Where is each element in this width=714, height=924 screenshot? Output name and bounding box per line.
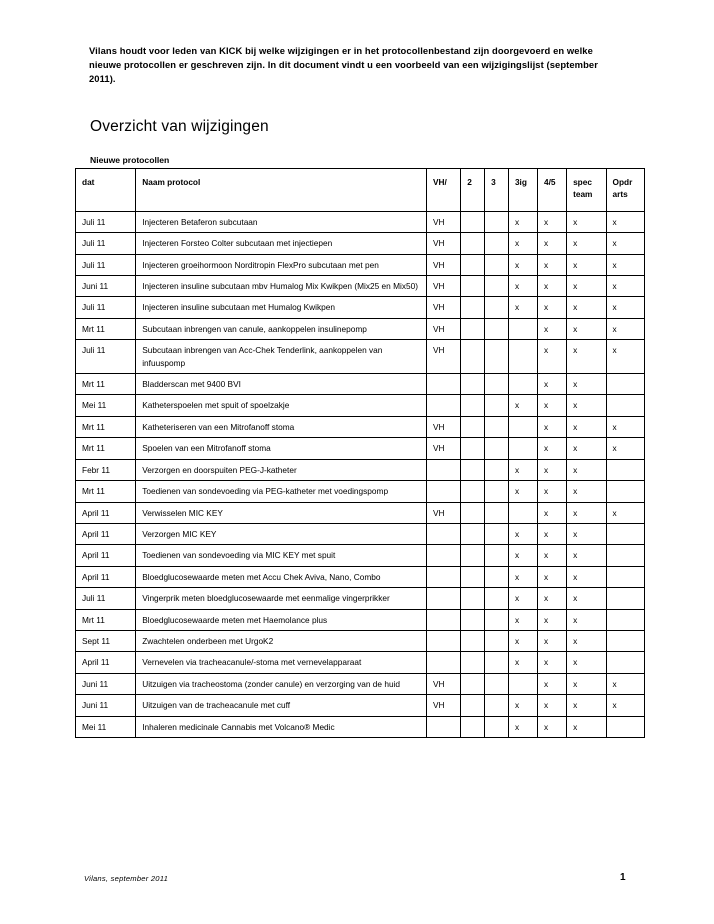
cell-3: [485, 673, 509, 694]
cell-dat: Mrt 11: [76, 318, 136, 339]
cell-naam: Bloedglucosewaarde meten met Haemolance plus: [136, 609, 427, 630]
cell-3ig: [508, 340, 537, 374]
cell-naam: Spoelen van een Mitrofanoff stoma: [136, 438, 427, 459]
cell-vh: VH: [426, 673, 460, 694]
column-header-3: 3: [485, 169, 509, 212]
cell-dat: Juli 11: [76, 297, 136, 318]
cell-naam: Toedienen van sondevoeding via PEG-katheter met voedingspomp: [136, 481, 427, 502]
cell-opdr: [606, 545, 644, 566]
cell-2: [461, 297, 485, 318]
cell-3ig: x: [508, 630, 537, 651]
cell-vh: VH: [426, 276, 460, 297]
cell-3ig: x: [508, 297, 537, 318]
cell-vh: VH: [426, 211, 460, 232]
cell-3ig: x: [508, 588, 537, 609]
table-row: [76, 502, 645, 523]
cell-3: [485, 481, 509, 502]
cell-3ig: x: [508, 652, 537, 673]
table-row: [76, 673, 645, 694]
cell-spec: x: [567, 211, 606, 232]
table-row: [76, 211, 645, 232]
cell-45: x: [538, 416, 567, 437]
cell-3: [485, 566, 509, 587]
cell-2: [461, 211, 485, 232]
cell-3ig: x: [508, 233, 537, 254]
cell-2: [461, 695, 485, 716]
cell-45: x: [538, 395, 567, 416]
table-row: [76, 545, 645, 566]
cell-45: x: [538, 695, 567, 716]
cell-3ig: [508, 673, 537, 694]
cell-vh: [426, 588, 460, 609]
footer-page-number: 1: [620, 872, 626, 883]
cell-spec: x: [567, 340, 606, 374]
cell-naam: Verzorgen MIC KEY: [136, 523, 427, 544]
cell-dat: Juli 11: [76, 211, 136, 232]
cell-3: [485, 416, 509, 437]
cell-dat: Juli 11: [76, 340, 136, 374]
cell-3ig: [508, 438, 537, 459]
cell-dat: Mrt 11: [76, 438, 136, 459]
cell-spec: x: [567, 652, 606, 673]
cell-3: [485, 395, 509, 416]
cell-3ig: x: [508, 276, 537, 297]
cell-3: [485, 374, 509, 395]
cell-naam: Vernevelen via tracheacanule/-stoma met vernevelapparaat: [136, 652, 427, 673]
cell-dat: Sept 11: [76, 630, 136, 651]
table-row: [76, 459, 645, 480]
cell-2: [461, 459, 485, 480]
cell-naam: Zwachtelen onderbeen met UrgoK2: [136, 630, 427, 651]
cell-45: x: [538, 652, 567, 673]
cell-45: x: [538, 459, 567, 480]
cell-spec: x: [567, 523, 606, 544]
footer-source: Vilans, september 2011: [84, 874, 169, 883]
cell-2: [461, 340, 485, 374]
cell-3: [485, 340, 509, 374]
cell-naam: Subcutaan inbrengen van canule, aankoppelen insulinepomp: [136, 318, 427, 339]
cell-dat: Juni 11: [76, 673, 136, 694]
cell-spec: x: [567, 673, 606, 694]
cell-opdr: x: [606, 211, 644, 232]
cell-2: [461, 673, 485, 694]
cell-dat: Juli 11: [76, 254, 136, 275]
table-row: [76, 374, 645, 395]
table-row: [76, 652, 645, 673]
cell-spec: x: [567, 276, 606, 297]
cell-2: [461, 416, 485, 437]
cell-3ig: x: [508, 211, 537, 232]
cell-opdr: [606, 459, 644, 480]
column-header-naam-protocol: Naam protocol: [136, 169, 427, 212]
table-row: [76, 566, 645, 587]
cell-2: [461, 233, 485, 254]
cell-spec: x: [567, 630, 606, 651]
cell-dat: April 11: [76, 566, 136, 587]
cell-3: [485, 716, 509, 737]
cell-spec: x: [567, 588, 606, 609]
table-row: [76, 609, 645, 630]
cell-3: [485, 211, 509, 232]
column-header-opdr-arts: Opdr arts: [606, 169, 644, 212]
cell-naam: Verzorgen en doorspuiten PEG-J-katheter: [136, 459, 427, 480]
cell-45: x: [538, 716, 567, 737]
cell-spec: x: [567, 416, 606, 437]
cell-3ig: [508, 318, 537, 339]
cell-45: x: [538, 523, 567, 544]
table-row: [76, 276, 645, 297]
protocols-table-body: [76, 211, 645, 737]
cell-3: [485, 459, 509, 480]
cell-spec: x: [567, 609, 606, 630]
cell-2: [461, 523, 485, 544]
cell-opdr: [606, 609, 644, 630]
cell-45: x: [538, 211, 567, 232]
cell-vh: [426, 481, 460, 502]
cell-spec: x: [567, 459, 606, 480]
table-row: [76, 233, 645, 254]
cell-3ig: x: [508, 545, 537, 566]
table-row: [76, 297, 645, 318]
cell-dat: Mrt 11: [76, 609, 136, 630]
cell-dat: Juni 11: [76, 276, 136, 297]
page-title: Overzicht van wijzigingen: [90, 118, 269, 135]
cell-opdr: x: [606, 318, 644, 339]
cell-spec: x: [567, 438, 606, 459]
cell-2: [461, 254, 485, 275]
cell-45: x: [538, 254, 567, 275]
cell-dat: Mrt 11: [76, 416, 136, 437]
table-row: [76, 395, 645, 416]
cell-3ig: x: [508, 716, 537, 737]
cell-45: x: [538, 374, 567, 395]
cell-vh: VH: [426, 438, 460, 459]
cell-2: [461, 395, 485, 416]
cell-3: [485, 318, 509, 339]
cell-dat: Juni 11: [76, 695, 136, 716]
table-row: [76, 340, 645, 374]
cell-vh: VH: [426, 233, 460, 254]
intro-paragraph: Vilans houdt voor leden van KICK bij welke wijzigingen er in het protocollenbestand zijn doorgevoerd en welke nieuwe protocollen er geschreven zijn. In dit document vindt u een voorbeeld van een wijzigingslijst (september 2011).: [89, 45, 598, 85]
cell-dat: April 11: [76, 545, 136, 566]
protocols-table: [75, 168, 645, 738]
cell-45: x: [538, 276, 567, 297]
cell-45: x: [538, 545, 567, 566]
table-header-row: [76, 169, 645, 212]
cell-spec: x: [567, 566, 606, 587]
table-row: [76, 523, 645, 544]
cell-opdr: [606, 374, 644, 395]
cell-naam: Uitzuigen via tracheostoma (zonder canule) en verzorging van de huid: [136, 673, 427, 694]
cell-opdr: x: [606, 254, 644, 275]
cell-3: [485, 297, 509, 318]
cell-3: [485, 254, 509, 275]
cell-naam: Inhaleren medicinale Cannabis met Volcano® Medic: [136, 716, 427, 737]
cell-vh: [426, 609, 460, 630]
cell-3: [485, 545, 509, 566]
cell-vh: VH: [426, 695, 460, 716]
table-row: [76, 588, 645, 609]
section-label-nieuwe-protocollen: Nieuwe protocollen: [90, 155, 170, 165]
column-header-vh: VH/: [426, 169, 460, 212]
cell-naam: Injecteren Betaferon subcutaan: [136, 211, 427, 232]
cell-naam: Katheterspoelen met spuit of spoelzakje: [136, 395, 427, 416]
cell-spec: x: [567, 374, 606, 395]
cell-45: x: [538, 588, 567, 609]
cell-2: [461, 566, 485, 587]
cell-2: [461, 545, 485, 566]
cell-3: [485, 630, 509, 651]
cell-2: [461, 276, 485, 297]
table-row: [76, 481, 645, 502]
cell-3ig: [508, 502, 537, 523]
table-row: [76, 695, 645, 716]
cell-spec: x: [567, 481, 606, 502]
cell-naam: Subcutaan inbrengen van Acc-Chek Tenderlink, aankoppelen van infuuspomp: [136, 340, 427, 374]
cell-45: x: [538, 340, 567, 374]
cell-vh: VH: [426, 340, 460, 374]
cell-naam: Toedienen van sondevoeding via MIC KEY met spuit: [136, 545, 427, 566]
table-row: [76, 438, 645, 459]
cell-opdr: x: [606, 695, 644, 716]
cell-opdr: [606, 523, 644, 544]
cell-spec: x: [567, 395, 606, 416]
cell-spec: x: [567, 502, 606, 523]
cell-3ig: x: [508, 523, 537, 544]
cell-45: x: [538, 438, 567, 459]
cell-2: [461, 609, 485, 630]
cell-naam: Uitzuigen van de tracheacanule met cuff: [136, 695, 427, 716]
cell-3ig: [508, 374, 537, 395]
cell-2: [461, 438, 485, 459]
table-row: [76, 716, 645, 737]
cell-2: [461, 481, 485, 502]
cell-opdr: [606, 716, 644, 737]
cell-dat: April 11: [76, 652, 136, 673]
cell-vh: VH: [426, 416, 460, 437]
cell-3ig: x: [508, 695, 537, 716]
cell-opdr: x: [606, 233, 644, 254]
cell-3ig: x: [508, 481, 537, 502]
cell-opdr: x: [606, 673, 644, 694]
cell-spec: x: [567, 695, 606, 716]
column-header-45: 4/5: [538, 169, 567, 212]
cell-3ig: x: [508, 459, 537, 480]
cell-naam: Bladderscan met 9400 BVI: [136, 374, 427, 395]
cell-3: [485, 276, 509, 297]
cell-dat: April 11: [76, 502, 136, 523]
cell-opdr: x: [606, 340, 644, 374]
cell-vh: [426, 630, 460, 651]
cell-dat: Febr 11: [76, 459, 136, 480]
cell-2: [461, 588, 485, 609]
cell-vh: [426, 523, 460, 544]
cell-3ig: x: [508, 609, 537, 630]
table-row: [76, 254, 645, 275]
cell-45: x: [538, 297, 567, 318]
cell-naam: Katheteriseren van een Mitrofanoff stoma: [136, 416, 427, 437]
cell-opdr: [606, 652, 644, 673]
cell-vh: [426, 566, 460, 587]
cell-dat: Mei 11: [76, 395, 136, 416]
cell-opdr: [606, 566, 644, 587]
cell-naam: Verwisselen MIC KEY: [136, 502, 427, 523]
cell-vh: [426, 374, 460, 395]
cell-vh: VH: [426, 254, 460, 275]
cell-3: [485, 609, 509, 630]
column-header-dat: dat: [76, 169, 136, 212]
cell-45: x: [538, 481, 567, 502]
cell-opdr: x: [606, 416, 644, 437]
cell-opdr: x: [606, 276, 644, 297]
cell-vh: [426, 652, 460, 673]
cell-vh: VH: [426, 297, 460, 318]
cell-3: [485, 652, 509, 673]
cell-spec: x: [567, 297, 606, 318]
cell-naam: Bloedglucosewaarde meten met Accu Chek Aviva, Nano, Combo: [136, 566, 427, 587]
cell-3ig: x: [508, 254, 537, 275]
cell-45: x: [538, 502, 567, 523]
table-row: [76, 416, 645, 437]
cell-dat: April 11: [76, 523, 136, 544]
cell-spec: x: [567, 318, 606, 339]
cell-vh: [426, 716, 460, 737]
cell-spec: x: [567, 233, 606, 254]
cell-vh: [426, 459, 460, 480]
cell-2: [461, 652, 485, 673]
cell-3ig: x: [508, 566, 537, 587]
cell-vh: [426, 395, 460, 416]
cell-2: [461, 374, 485, 395]
cell-naam: Injecteren groeihormoon Norditropin FlexPro subcutaan met pen: [136, 254, 427, 275]
cell-spec: x: [567, 545, 606, 566]
cell-dat: Mrt 11: [76, 481, 136, 502]
cell-naam: Injecteren Forsteo Colter subcutaan met injectiepen: [136, 233, 427, 254]
cell-spec: x: [567, 716, 606, 737]
cell-opdr: x: [606, 438, 644, 459]
column-header-2: 2: [461, 169, 485, 212]
cell-2: [461, 716, 485, 737]
cell-45: x: [538, 233, 567, 254]
cell-naam: Injecteren insuline subcutaan mbv Humalog Mix Kwikpen (Mix25 en Mix50): [136, 276, 427, 297]
cell-3: [485, 233, 509, 254]
cell-3: [485, 695, 509, 716]
cell-3: [485, 438, 509, 459]
cell-vh: VH: [426, 502, 460, 523]
cell-opdr: [606, 588, 644, 609]
cell-vh: VH: [426, 318, 460, 339]
cell-3: [485, 502, 509, 523]
table-row: [76, 318, 645, 339]
cell-3ig: [508, 416, 537, 437]
cell-dat: Mei 11: [76, 716, 136, 737]
cell-45: x: [538, 673, 567, 694]
cell-dat: Juli 11: [76, 233, 136, 254]
cell-2: [461, 502, 485, 523]
cell-naam: Vingerprik meten bloedglucosewaarde met eenmalige vingerprikker: [136, 588, 427, 609]
cell-3: [485, 588, 509, 609]
cell-spec: x: [567, 254, 606, 275]
column-header-3ig: 3ig: [508, 169, 537, 212]
column-header-spec-team: spec team: [567, 169, 606, 212]
cell-45: x: [538, 566, 567, 587]
cell-opdr: [606, 630, 644, 651]
table-row: [76, 630, 645, 651]
cell-45: x: [538, 318, 567, 339]
cell-3: [485, 523, 509, 544]
cell-2: [461, 630, 485, 651]
cell-2: [461, 318, 485, 339]
cell-3ig: x: [508, 395, 537, 416]
cell-opdr: x: [606, 502, 644, 523]
cell-dat: Mrt 11: [76, 374, 136, 395]
cell-opdr: x: [606, 297, 644, 318]
cell-opdr: [606, 395, 644, 416]
cell-45: x: [538, 630, 567, 651]
cell-dat: Juli 11: [76, 588, 136, 609]
cell-opdr: [606, 481, 644, 502]
cell-naam: Injecteren insuline subcutaan met Humalog Kwikpen: [136, 297, 427, 318]
cell-45: x: [538, 609, 567, 630]
cell-vh: [426, 545, 460, 566]
